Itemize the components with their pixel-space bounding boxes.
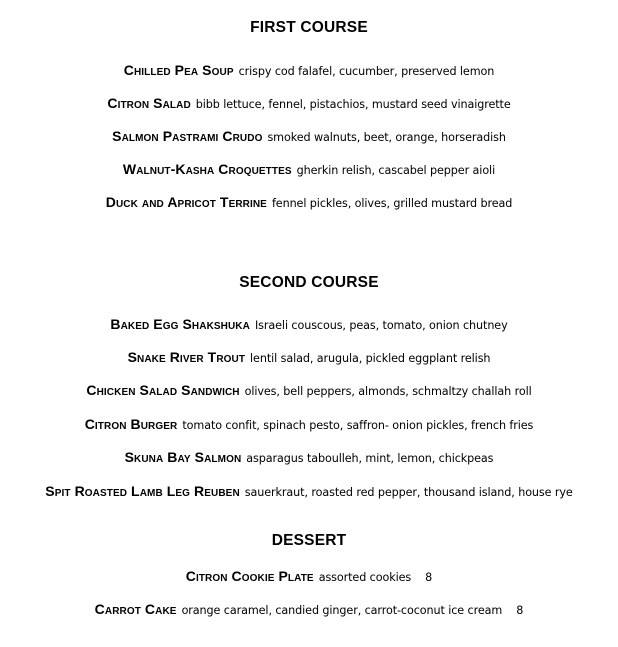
menu-item-baked-egg-shakshuka — [0, 316, 618, 334]
item-name: Citron Cookie Plate — [185, 568, 314, 584]
item-name: Snake River Trout — [127, 349, 246, 365]
menu-item-chilled-pea-soup — [0, 62, 618, 80]
menu-item-snake-river-trout — [0, 349, 618, 367]
item-description: asparagus taboulleh, mint, lemon, chickpeas — [246, 452, 494, 465]
menu-item-citron-burger — [0, 416, 618, 434]
menu-item-citron-salad — [0, 95, 618, 113]
item-name: Citron Burger — [84, 416, 178, 432]
item-description: olives, bell peppers, almonds, schmaltzy challah roll — [244, 385, 532, 398]
menu-item-spit-roasted-lamb-leg-reuben — [0, 483, 618, 501]
item-description: crispy cod falafel, cucumber, preserved lemon — [238, 65, 495, 78]
item-name: Duck and Apricot Terrine — [105, 194, 267, 210]
menu-item-chicken-salad-sandwich — [0, 382, 618, 400]
item-name: Skuna Bay Salmon — [124, 449, 242, 465]
menu-item-citron-cookie-plate — [0, 568, 618, 586]
item-description: assorted cookies — [318, 571, 412, 584]
item-description: orange caramel, candied ginger, carrot-coconut ice cream — [181, 604, 503, 617]
item-description: Israeli couscous, peas, tomato, onion chutney — [254, 319, 508, 332]
menu-item-walnut-kasha-croquettes — [0, 161, 618, 179]
item-description: gherkin relish, cascabel pepper aioli — [296, 164, 496, 177]
item-description: bibb lettuce, fennel, pistachios, mustard seed vinaigrette — [195, 98, 511, 111]
item-price: 8 — [516, 604, 524, 617]
item-description: tomato confit, spinach pesto, saffron- onion pickles, french fries — [182, 419, 534, 432]
item-name: Chilled Pea Soup — [123, 62, 234, 78]
section-title-second-course: SECOND COURSE — [239, 274, 379, 291]
item-name: Walnut-Kasha Croquettes — [122, 161, 292, 177]
item-name: Spit Roasted Lamb Leg Reuben — [45, 483, 240, 499]
item-description: sauerkraut, roasted red pepper, thousand island, house rye — [244, 486, 573, 499]
menu-item-duck-and-apricot-terrine — [0, 194, 618, 212]
item-price: 8 — [425, 571, 433, 584]
section-title-first-course: FIRST COURSE — [250, 19, 368, 36]
section-title-dessert: DESSERT — [271, 532, 347, 549]
item-name: Salmon Pastrami Crudo — [112, 128, 263, 144]
item-name: Citron Salad — [107, 95, 191, 111]
item-name: Carrot Cake — [94, 601, 177, 617]
menu-item-carrot-cake — [0, 601, 618, 619]
menu-item-skuna-bay-salmon — [0, 449, 618, 467]
menu-item-salmon-pastrami-crudo — [0, 128, 618, 146]
item-description: smoked walnuts, beet, orange, horseradish — [267, 131, 506, 144]
item-name: Baked Egg Shakshuka — [110, 316, 250, 332]
item-description: lentil salad, arugula, pickled eggplant relish — [250, 352, 491, 365]
item-name: Chicken Salad Sandwich — [86, 382, 240, 398]
item-description: fennel pickles, olives, grilled mustard bread — [271, 197, 513, 210]
